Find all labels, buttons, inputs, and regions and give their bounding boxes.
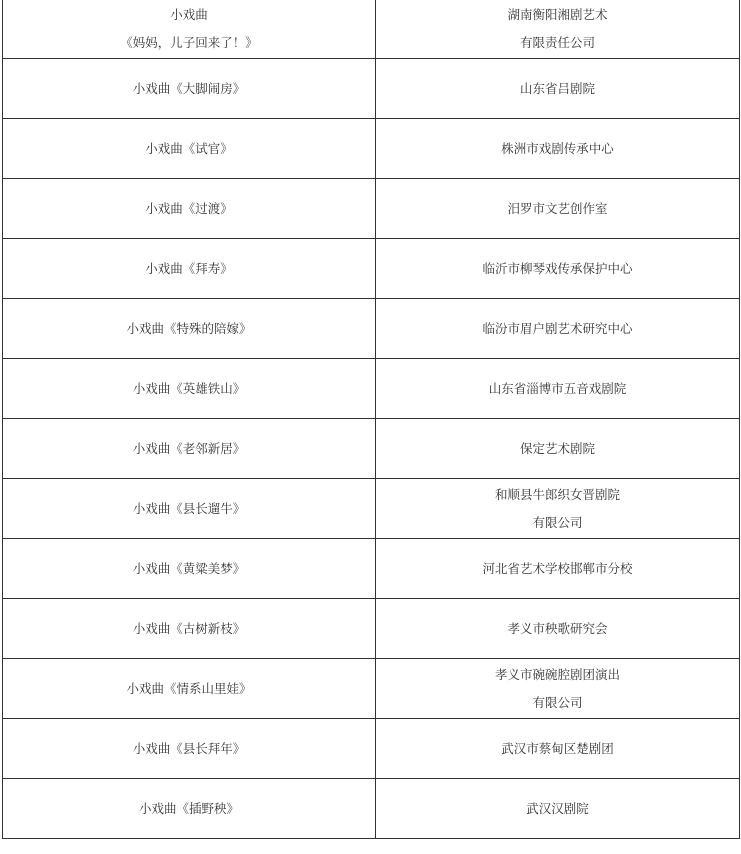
table-row xyxy=(3,779,740,839)
organization-cell xyxy=(376,419,740,479)
work-title-line: 小戏曲 xyxy=(170,6,208,22)
work-title-cell xyxy=(3,539,376,599)
organization-cell xyxy=(376,779,740,839)
work-title-cell xyxy=(3,239,376,299)
organization-line: 孝义市碗碗腔剧团演出 xyxy=(494,666,620,682)
work-title-cell xyxy=(3,179,376,239)
organization-cell xyxy=(376,299,740,359)
work-title-line: 小戏曲《英雄铁山》 xyxy=(132,380,246,396)
table-row xyxy=(3,119,740,179)
work-title-cell xyxy=(3,659,376,719)
work-title-cell xyxy=(3,419,376,479)
organization-line: 湖南衡阳湘剧艺术 xyxy=(507,6,608,22)
work-title-line: 小戏曲《过渡》 xyxy=(145,200,233,216)
work-title-line: 小戏曲《黄粱美梦》 xyxy=(132,560,246,576)
organization-line: 山东省淄博市五音戏剧院 xyxy=(488,380,627,396)
work-title-cell xyxy=(3,719,376,779)
organization-line: 临沂市柳琴戏传承保护中心 xyxy=(482,260,633,276)
work-title-line: 小戏曲《县长遛牛》 xyxy=(132,500,246,516)
work-title-cell xyxy=(3,359,376,419)
organization-line: 有限责任公司 xyxy=(519,34,595,50)
organization-line: 武汉市蔡甸区楚剧团 xyxy=(501,740,614,756)
table-row xyxy=(3,299,740,359)
work-title-line: 《妈妈，儿子回来了！》 xyxy=(120,34,258,50)
organization-line: 武汉汉剧院 xyxy=(526,800,589,816)
work-title-line: 小戏曲《情系山里娃》 xyxy=(126,680,252,696)
organization-cell xyxy=(376,179,740,239)
table-row xyxy=(3,539,740,599)
works-table-body xyxy=(3,0,740,839)
organization-cell xyxy=(376,539,740,599)
table-row xyxy=(3,419,740,479)
organization-cell xyxy=(376,599,740,659)
work-title-cell xyxy=(3,119,376,179)
table-row xyxy=(3,659,740,719)
work-title-line: 小戏曲《县长拜年》 xyxy=(132,740,246,756)
organization-line: 汨罗市文艺创作室 xyxy=(507,200,608,216)
organization-cell xyxy=(376,59,740,119)
work-title-line: 小戏曲《古树新枝》 xyxy=(132,620,246,636)
work-title-cell xyxy=(3,0,376,59)
organization-cell xyxy=(376,239,740,299)
organization-line: 保定艺术剧院 xyxy=(519,440,595,456)
work-title-line: 小戏曲《特殊的陪嫁》 xyxy=(126,320,252,336)
work-title-line: 小戏曲《老邻新居》 xyxy=(132,440,246,456)
work-title-cell xyxy=(3,479,376,539)
organization-line: 有限公司 xyxy=(532,694,583,710)
organization-line: 山东省吕剧院 xyxy=(519,80,595,96)
table-row xyxy=(3,719,740,779)
table-row xyxy=(3,479,740,539)
organization-line: 河北省艺术学校邯郸市分校 xyxy=(482,560,633,576)
organization-line: 临汾市眉户剧艺术研究中心 xyxy=(482,320,633,336)
organization-line: 孝义市秧歌研究会 xyxy=(507,620,608,636)
organization-cell xyxy=(376,119,740,179)
organization-cell xyxy=(376,719,740,779)
organization-line: 株洲市戏剧传承中心 xyxy=(501,140,614,156)
organization-line: 和顺县牛郎织女晋剧院 xyxy=(494,486,620,502)
works-table xyxy=(2,0,740,839)
work-title-line: 小戏曲《插野秧》 xyxy=(138,800,239,816)
table-row xyxy=(3,179,740,239)
work-title-line: 小戏曲《拜寿》 xyxy=(145,260,233,276)
table-row xyxy=(3,59,740,119)
table-row xyxy=(3,239,740,299)
organization-cell xyxy=(376,359,740,419)
organization-line: 有限公司 xyxy=(532,514,583,530)
table-row xyxy=(3,599,740,659)
work-title-cell xyxy=(3,779,376,839)
table-row xyxy=(3,0,740,59)
work-title-cell xyxy=(3,299,376,359)
organization-cell xyxy=(376,479,740,539)
table-row xyxy=(3,359,740,419)
work-title-line: 小戏曲《大脚闹房》 xyxy=(132,80,246,96)
organization-cell xyxy=(376,659,740,719)
work-title-cell xyxy=(3,599,376,659)
work-title-cell xyxy=(3,59,376,119)
organization-cell xyxy=(376,0,740,59)
work-title-line: 小戏曲《试官》 xyxy=(145,140,233,156)
